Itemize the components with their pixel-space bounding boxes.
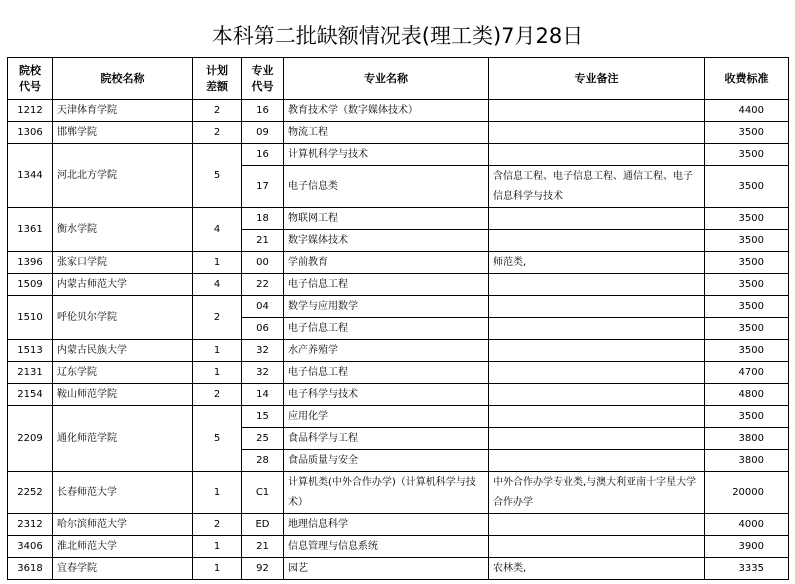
- school-code-cell: 1361: [8, 208, 53, 252]
- plan-gap-cell: 4: [193, 274, 242, 296]
- header-fee: 收费标准: [705, 58, 789, 100]
- fee-cell: 3900: [705, 536, 789, 558]
- major-note-cell: [489, 122, 705, 144]
- plan-gap-cell: 2: [193, 384, 242, 406]
- major-code-cell: 32: [242, 362, 284, 384]
- school-name-cell: 哈尔滨师范大学: [53, 514, 193, 536]
- table-row: [8, 406, 789, 428]
- school-name-cell: 天津体育学院: [53, 100, 193, 122]
- school-name-cell: 内蒙古师范大学: [53, 274, 193, 296]
- fee-cell: 3500: [705, 230, 789, 252]
- major-name-cell: 信息管理与信息系统: [284, 536, 489, 558]
- fee-cell: 4700: [705, 362, 789, 384]
- school-code-cell: 1396: [8, 252, 53, 274]
- fee-cell: 4000: [705, 514, 789, 536]
- table-row: [8, 274, 789, 296]
- major-name-cell: 计算机类(中外合作办学)（计算机科学与技术）: [284, 472, 489, 514]
- major-note-cell: [489, 274, 705, 296]
- major-note-cell: [489, 208, 705, 230]
- major-code-cell: 04: [242, 296, 284, 318]
- school-name-cell: 鞍山师范学院: [53, 384, 193, 406]
- plan-gap-cell: 2: [193, 100, 242, 122]
- school-name-cell: 辽东学院: [53, 362, 193, 384]
- plan-gap-cell: 4: [193, 208, 242, 252]
- major-code-cell: 25: [242, 428, 284, 450]
- fee-cell: 3800: [705, 428, 789, 450]
- school-name-cell: 邯郸学院: [53, 122, 193, 144]
- major-note-cell: 师范类,: [489, 252, 705, 274]
- major-code-cell: 06: [242, 318, 284, 340]
- fee-cell: 3500: [705, 296, 789, 318]
- table-row: [8, 122, 789, 144]
- major-name-cell: 电子信息工程: [284, 362, 489, 384]
- school-code-cell: 2131: [8, 362, 53, 384]
- major-code-cell: 18: [242, 208, 284, 230]
- major-note-cell: [489, 514, 705, 536]
- plan-gap-cell: 5: [193, 406, 242, 472]
- major-name-cell: 食品科学与工程: [284, 428, 489, 450]
- plan-gap-cell: 2: [193, 514, 242, 536]
- major-note-cell: [489, 384, 705, 406]
- header-plan-gap: 计划差额: [193, 58, 242, 100]
- major-note-cell: [489, 406, 705, 428]
- school-code-cell: 1306: [8, 122, 53, 144]
- school-code-cell: 3618: [8, 558, 53, 580]
- school-name-cell: 河北北方学院: [53, 144, 193, 208]
- major-code-cell: 21: [242, 230, 284, 252]
- major-name-cell: 电子信息工程: [284, 318, 489, 340]
- major-note-cell: [489, 428, 705, 450]
- major-note-cell: [489, 340, 705, 362]
- fee-cell: 3500: [705, 166, 789, 208]
- plan-gap-cell: 1: [193, 472, 242, 514]
- major-code-cell: 92: [242, 558, 284, 580]
- plan-gap-cell: 1: [193, 362, 242, 384]
- major-code-cell: 00: [242, 252, 284, 274]
- major-name-cell: 数字媒体技术: [284, 230, 489, 252]
- major-code-cell: 15: [242, 406, 284, 428]
- table-row: [8, 208, 789, 230]
- plan-gap-cell: 1: [193, 340, 242, 362]
- major-name-cell: 地理信息科学: [284, 514, 489, 536]
- major-name-cell: 园艺: [284, 558, 489, 580]
- major-name-cell: 应用化学: [284, 406, 489, 428]
- school-code-cell: 1510: [8, 296, 53, 340]
- major-note-cell: [489, 230, 705, 252]
- table-row: [8, 384, 789, 406]
- fee-cell: 3500: [705, 318, 789, 340]
- major-code-cell: 16: [242, 144, 284, 166]
- table-row: [8, 252, 789, 274]
- plan-gap-cell: 2: [193, 122, 242, 144]
- school-name-cell: 淮北师范大学: [53, 536, 193, 558]
- header-school-code: 院校代号: [8, 58, 53, 100]
- table-row: [8, 362, 789, 384]
- table-body: [8, 100, 789, 580]
- page-title: 本科第二批缺额情况表(理工类)7月28日: [211, 24, 584, 48]
- major-code-cell: 21: [242, 536, 284, 558]
- fee-cell: 4400: [705, 100, 789, 122]
- major-note-cell: [489, 100, 705, 122]
- fee-cell: 3800: [705, 450, 789, 472]
- table-row: [8, 514, 789, 536]
- major-note-cell: [489, 450, 705, 472]
- major-name-cell: 食品质量与安全: [284, 450, 489, 472]
- major-note-cell: [489, 536, 705, 558]
- major-name-cell: 水产养殖学: [284, 340, 489, 362]
- school-code-cell: 2252: [8, 472, 53, 514]
- school-name-cell: 长春师范大学: [53, 472, 193, 514]
- major-name-cell: 电子科学与技术: [284, 384, 489, 406]
- major-note-cell: [489, 318, 705, 340]
- major-code-cell: 09: [242, 122, 284, 144]
- major-note-cell: 含信息工程、电子信息工程、通信工程、电子信息科学与技术: [489, 166, 705, 208]
- table-row: [8, 100, 789, 122]
- major-code-cell: 17: [242, 166, 284, 208]
- plan-gap-cell: 1: [193, 252, 242, 274]
- school-code-cell: 2312: [8, 514, 53, 536]
- fee-cell: 3500: [705, 144, 789, 166]
- major-code-cell: 14: [242, 384, 284, 406]
- table-row: [8, 340, 789, 362]
- plan-gap-cell: 2: [193, 296, 242, 340]
- fee-cell: 20000: [705, 472, 789, 514]
- plan-gap-cell: 5: [193, 144, 242, 208]
- school-code-cell: 2209: [8, 406, 53, 472]
- major-name-cell: 计算机科学与技术: [284, 144, 489, 166]
- major-code-cell: 16: [242, 100, 284, 122]
- major-note-cell: [489, 362, 705, 384]
- fee-cell: 3500: [705, 340, 789, 362]
- major-name-cell: 电子信息工程: [284, 274, 489, 296]
- school-code-cell: 1509: [8, 274, 53, 296]
- major-code-cell: 22: [242, 274, 284, 296]
- header-school-name: 院校名称: [53, 58, 193, 100]
- header-major-note: 专业备注: [489, 58, 705, 100]
- header-major-name: 专业名称: [284, 58, 489, 100]
- school-name-cell: 呼伦贝尔学院: [53, 296, 193, 340]
- table-row: [8, 536, 789, 558]
- fee-cell: 3500: [705, 122, 789, 144]
- table-row: [8, 144, 789, 166]
- fee-cell: 3335: [705, 558, 789, 580]
- major-code-cell: C1: [242, 472, 284, 514]
- school-code-cell: 3406: [8, 536, 53, 558]
- table-row: [8, 296, 789, 318]
- school-name-cell: 内蒙古民族大学: [53, 340, 193, 362]
- school-code-cell: 2154: [8, 384, 53, 406]
- school-code-cell: 1212: [8, 100, 53, 122]
- fee-cell: 3500: [705, 252, 789, 274]
- major-name-cell: 教育技术学（数字媒体技术）: [284, 100, 489, 122]
- fee-cell: 3500: [705, 274, 789, 296]
- plan-gap-cell: 1: [193, 536, 242, 558]
- major-name-cell: 电子信息类: [284, 166, 489, 208]
- fee-cell: 4800: [705, 384, 789, 406]
- major-name-cell: 物流工程: [284, 122, 489, 144]
- major-note-cell: 农林类,: [489, 558, 705, 580]
- school-code-cell: 1513: [8, 340, 53, 362]
- major-note-cell: [489, 144, 705, 166]
- school-name-cell: 通化师范学院: [53, 406, 193, 472]
- fee-cell: 3500: [705, 208, 789, 230]
- school-code-cell: 1344: [8, 144, 53, 208]
- major-name-cell: 物联网工程: [284, 208, 489, 230]
- major-name-cell: 学前教育: [284, 252, 489, 274]
- school-name-cell: 张家口学院: [53, 252, 193, 274]
- header-row: [8, 58, 789, 100]
- major-note-cell: 中外合作办学专业类,与澳大利亚南十字星大学合作办学: [489, 472, 705, 514]
- table-row: [8, 472, 789, 514]
- major-name-cell: 数学与应用数学: [284, 296, 489, 318]
- plan-gap-cell: 1: [193, 558, 242, 580]
- major-code-cell: ED: [242, 514, 284, 536]
- vacancy-table: [7, 57, 789, 580]
- header-major-code: 专业代号: [242, 58, 284, 100]
- school-name-cell: 宜春学院: [53, 558, 193, 580]
- school-name-cell: 衡水学院: [53, 208, 193, 252]
- major-note-cell: [489, 296, 705, 318]
- fee-cell: 3500: [705, 406, 789, 428]
- major-code-cell: 28: [242, 450, 284, 472]
- major-code-cell: 32: [242, 340, 284, 362]
- table-row: [8, 558, 789, 580]
